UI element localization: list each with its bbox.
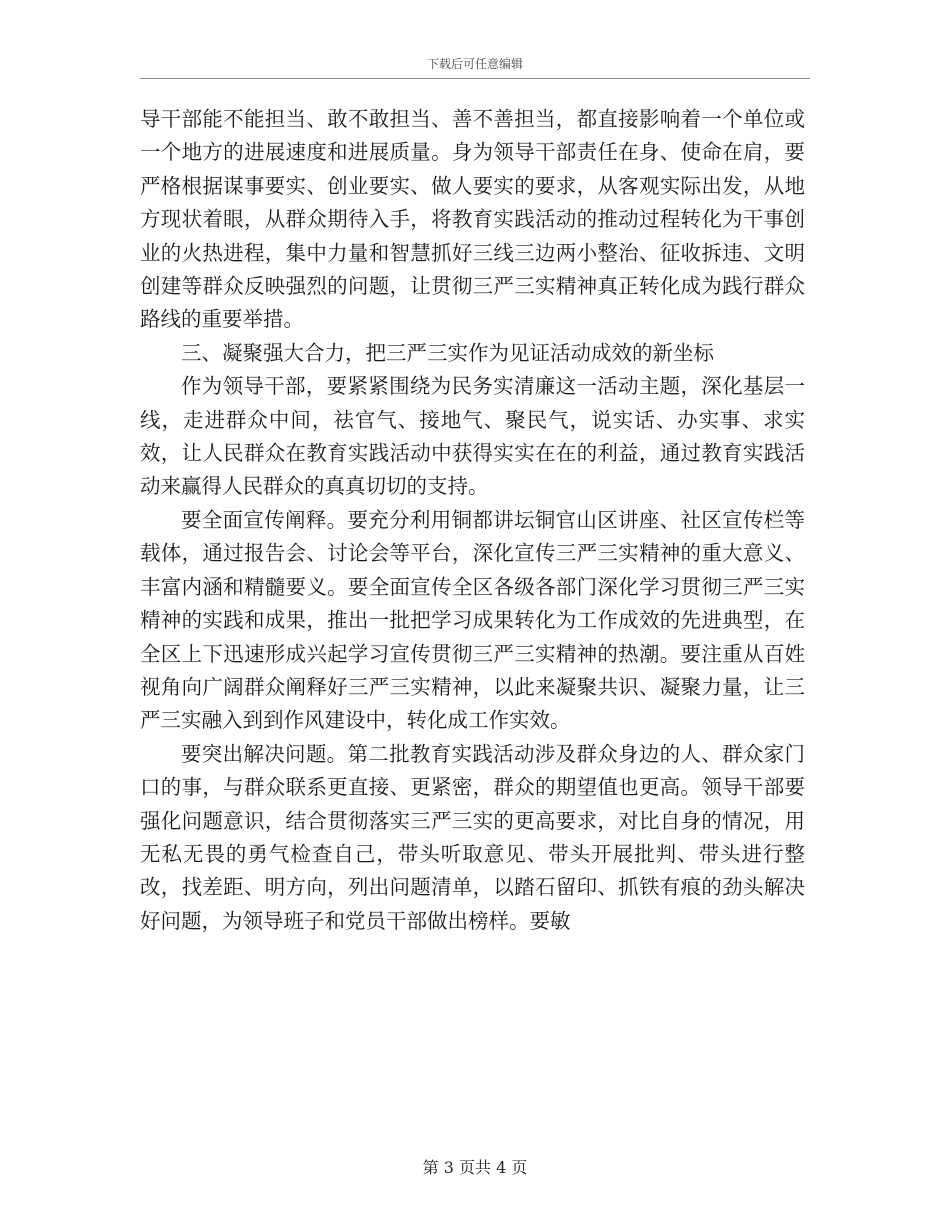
paragraph-leaders-role: 作为领导干部，要紧紧围绕为民务实清廉这一活动主题，深化基层一线，走进群众中间，祛官气、接地气、聚民气，说实话、办实事、求实效，让人民群众在教育实践活动中获得实实在在的利益，通过教育实践活动来赢得人民群众的真真切切的支持。 xyxy=(140,374,805,499)
paragraph-continuation: 导干部能不能担当、敢不敢担当、善不善担当，都直接影响着一个单位或一个地方的进展速度和进展质量。身为领导干部责任在身、使命在肩，要严格根据谋事要实、创业要实、做人要实的要求，从客观实际出发，从地方现状着眼，从群众期待入手，将教育实践活动的推动过程转化为干事创业的火热进程，集中力量和智慧抓好三线三边两小整治、征收拆违、文明创建等群众反映强烈的问题，让贯彻三严三实精神真正转化成为践行群众路线的重要举措。 xyxy=(140,107,805,332)
page-footer: 第 3 页共 4 页 xyxy=(422,1158,528,1177)
paragraph-problem-solving: 要突出解决问题。第二批教育实践活动涉及群众身边的人、群众家门口的事，与群众联系更直接、更紧密，群众的期望值也更高。领导干部要强化问题意识，结合贯彻落实三严三实的更高要求，对比自身的情况，用无私无畏的勇气检查自己，带头听取意见、带头开展批判、带头进行整改，找差距、明方向，列出问题清单，以踏石留印、抓铁有痕的劲头解决好问题，为领导班子和党员干部做出榜样。要敏 xyxy=(140,741,805,933)
paragraph-publicity: 要全面宣传阐释。要充分利用铜都讲坛铜官山区讲座、社区宣传栏等载体，通过报告会、讨论会等平台，深化宣传三严三实精神的重大意义、丰富内涵和精髓要义。要全面宣传全区各级各部门深化学习贯彻三严三实精神的实践和成果，推出一批把学习成果转化为工作成效的先进典型，在全区上下迅速形成兴起学习宣传贯彻三严三实精神的热潮。要注重从百姓视角向广阔群众阐释好三严三实精神，以此来凝聚共识、凝聚力量，让三严三实融入到到作风建设中，转化成工作实效。 xyxy=(140,507,805,733)
section-heading-3: 三、凝聚强大合力，把三严三实作为见证活动成效的新坐标 xyxy=(181,340,714,365)
document-body xyxy=(140,103,805,938)
page-header: 下载后可任意编辑 xyxy=(426,57,523,71)
header-divider xyxy=(140,78,810,79)
